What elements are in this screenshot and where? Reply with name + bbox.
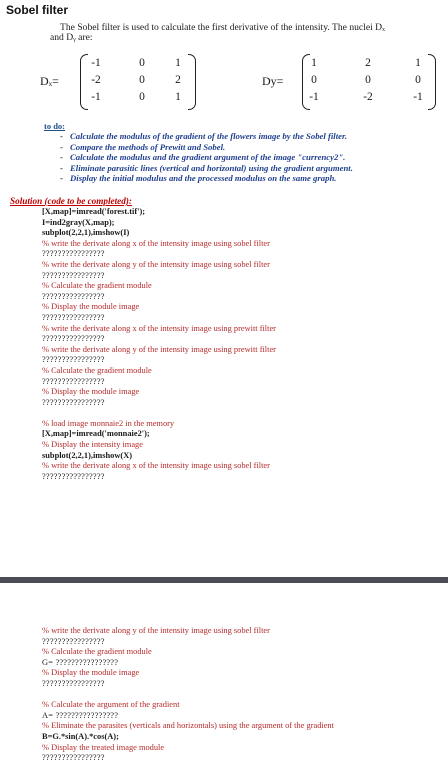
code-comment: % Calculate the gradient module	[42, 647, 152, 657]
dy-cell: -1	[309, 91, 319, 103]
code-comment: % write the derivate along x of the intensity image using prewitt filter	[42, 323, 276, 333]
intro-line-2: and Dᵧ are:	[50, 32, 93, 43]
code-comment: % Display the module image	[42, 302, 140, 312]
dx-cell: -1	[91, 91, 101, 103]
dx-cell: -2	[91, 74, 101, 86]
dy-label: Dy=	[262, 74, 284, 88]
code-line: I=ind2gray(X,map);	[42, 217, 115, 227]
intro-line-1: The Sobel filter is used to calculate the first derivative of the intensity. The nuclei Dₓ	[60, 22, 385, 33]
code-line: [X,map]=imread('monnaie2');	[42, 429, 150, 439]
code-placeholder: ????????????????	[42, 249, 105, 259]
dy-cell: 2	[365, 57, 371, 69]
dy-cell: 0	[415, 74, 421, 86]
dx-cell: 2	[175, 74, 181, 86]
document-title: Sobel filter	[6, 3, 69, 17]
code-comment: % write the derivate along y of the intensity image using sobel filter	[42, 259, 270, 269]
code-line: B=G.*sin(A).*cos(A);	[42, 731, 119, 741]
dx-right-bracket	[188, 54, 196, 110]
todo-item: - Eliminate parasitic lines (vertical and horizontal) using the gradient argument.	[60, 162, 353, 173]
dy-cell: -1	[413, 91, 423, 103]
dx-cell: 1	[175, 57, 181, 69]
code-placeholder: ????????????????	[42, 397, 105, 407]
code-placeholder: ????????????????	[42, 636, 105, 646]
page-divider	[0, 577, 448, 583]
todo-item: - Calculate the modulus of the gradient of the flowers image by the Sobel filter.	[60, 131, 348, 141]
code-placeholder: A= ????????????????	[42, 710, 119, 720]
code-placeholder: ????????????????	[42, 376, 105, 386]
dy-cell: 0	[311, 74, 317, 86]
dy-matrix	[262, 52, 442, 112]
code-line: [X,map]=imread('forest.tif');	[42, 207, 146, 216]
code-placeholder: ????????????????	[42, 270, 105, 280]
code-placeholder: ????????????????	[42, 312, 105, 322]
code-comment: % Calculate the gradient module	[42, 365, 152, 375]
code-placeholder: ????????????????	[42, 471, 105, 481]
dx-cell: -1	[91, 57, 101, 69]
code-comment: % Calculate the gradient module	[42, 281, 152, 291]
code-comment: % Display the treated image module	[42, 742, 165, 752]
code-line: subplot(2,2,1),imshow(X)	[42, 450, 133, 460]
code-comment: % load image monnaie2 in the memory	[42, 418, 175, 428]
dy-right-bracket	[428, 54, 436, 110]
dx-cell: 0	[139, 57, 145, 69]
dy-cell: 0	[365, 74, 371, 86]
code-comment: % Display the intensity image	[42, 440, 143, 450]
dx-cell: 1	[175, 91, 181, 103]
todo-heading: to do:	[44, 121, 66, 131]
code-comment: % Display the module image	[42, 668, 140, 678]
code-comment: % Calculate the argument of the gradient	[42, 700, 180, 710]
code-placeholder: ????????????????	[42, 334, 105, 344]
todo-item: - Calculate the modulus and the gradient argument of the image "currency2".	[60, 152, 346, 162]
dy-cell: 1	[415, 57, 421, 69]
code-comment: % write the derivate along y of the intensity image using prewitt filter	[42, 344, 276, 354]
todo-item: - Compare the methods of Prewitt and Sobel.	[60, 141, 226, 152]
code-block	[42, 207, 276, 482]
dx-cell: 0	[139, 74, 145, 86]
code-comment: % write the derivate along x of the intensity image using sobel filter	[42, 461, 270, 471]
todo-item: - Display the initial modulus and the processed modulus on the same graph.	[60, 173, 337, 183]
code-comment: % write the derivate along x of the intensity image using sobel filter	[42, 238, 270, 248]
dx-cell: 0	[139, 91, 145, 103]
solution-heading: Solution (code to be completed):	[10, 196, 132, 206]
code-placeholder: ????????????????	[42, 753, 105, 763]
dy-cell: 1	[311, 57, 317, 69]
todo-list	[60, 131, 353, 184]
dx-matrix	[40, 52, 200, 112]
dy-cell: -2	[363, 91, 373, 103]
code-comment: % Eliminate the parasites (verticals and horizontals) using the argument of the gradient	[42, 721, 334, 731]
code-comment: % Display the module image	[42, 387, 140, 397]
code-placeholder: ????????????????	[42, 291, 105, 301]
code-placeholder: G= ????????????????	[42, 657, 119, 667]
code-line: subplot(2,2,1),imshow(I)	[42, 228, 130, 238]
code-comment: % write the derivate along y of the intensity image using sobel filter	[42, 626, 270, 635]
code-block	[42, 626, 334, 764]
dx-label: Dₓ=	[40, 74, 59, 88]
blank-line	[42, 690, 334, 701]
code-placeholder: ????????????????	[42, 355, 105, 365]
code-placeholder: ????????????????	[42, 678, 105, 688]
blank-line	[42, 408, 276, 419]
